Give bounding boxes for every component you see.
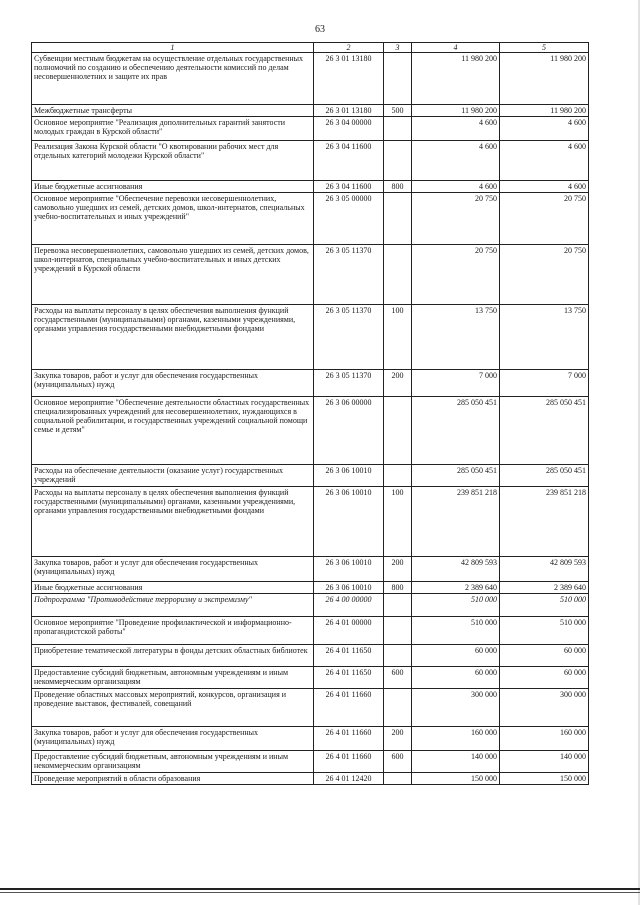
row-name: Проведение областных массовых мероприятий, конкурсов, организация и проведение выставок, фестивалей, совещаний (32, 689, 314, 727)
target-code: 26 4 00 00000 (314, 594, 384, 617)
amount-col4: 300 000 (412, 689, 500, 727)
expense-type (384, 193, 412, 245)
amount-col5: 11 980 200 (500, 53, 589, 105)
amount-col4: 2 389 640 (412, 582, 500, 594)
target-code: 26 3 06 10010 (314, 582, 384, 594)
amount-col4: 285 050 451 (412, 465, 500, 487)
amount-col4: 150 000 (412, 773, 500, 785)
expense-type (384, 117, 412, 141)
target-code: 26 3 05 11370 (314, 305, 384, 370)
table-row (32, 617, 589, 645)
amount-col5: 160 000 (500, 727, 589, 751)
target-code: 26 3 06 10010 (314, 465, 384, 487)
amount-col4: 4 600 (412, 141, 500, 181)
target-code: 26 4 01 11650 (314, 667, 384, 689)
expense-type (384, 617, 412, 645)
amount-col4: 4 600 (412, 181, 500, 193)
target-code: 26 4 01 11660 (314, 727, 384, 751)
row-name: Перевозка несовершеннолетних, самовольно ушедших из семей, детских домов, школ-интернатов, специальных учебно-воспитательных и иных детских учреждений в Курской области (32, 245, 314, 305)
amount-col5: 42 809 593 (500, 557, 589, 582)
table-row (32, 397, 589, 465)
row-name: Реализация Закона Курской области "О квотировании рабочих мест для отдельных категорий молодежи Курской области" (32, 141, 314, 181)
header-row (32, 43, 589, 53)
target-code: 26 3 06 10010 (314, 557, 384, 582)
row-name: Приобретение тематической литературы в фонды детских областных библиотек (32, 645, 314, 667)
table-row (32, 751, 589, 773)
amount-col5: 4 600 (500, 117, 589, 141)
row-name: Расходы на выплаты персоналу в целях обеспечения выполнения функций государственными (муниципальными) органами, казенными учреждениями, органами управления государственными внебюджетными фондами (32, 487, 314, 557)
row-name: Расходы на обеспечение деятельности (оказание услуг) государственных учреждений (32, 465, 314, 487)
target-code: 26 4 01 11660 (314, 689, 384, 727)
budget-table (31, 42, 589, 785)
amount-col5: 510 000 (500, 594, 589, 617)
row-name: Основное мероприятие "Проведение профилактической и информационно-пропагандистской работы" (32, 617, 314, 645)
amount-col5: 300 000 (500, 689, 589, 727)
row-name: Предоставление субсидий бюджетным, автономным учреждениям и иным некоммерческим организациям (32, 751, 314, 773)
expense-type (384, 465, 412, 487)
row-name: Субвенции местным бюджетам на осуществление отдельных государственных полномочий по созданию и обеспечению деятельности комиссий по делам несовершеннолетних и защите их прав (32, 53, 314, 105)
amount-col4: 13 750 (412, 305, 500, 370)
column-header-3: 3 (384, 43, 412, 53)
table-row (32, 181, 589, 193)
target-code: 26 3 01 13180 (314, 53, 384, 105)
expense-type: 600 (384, 667, 412, 689)
table-row (32, 487, 589, 557)
row-name: Предоставление субсидий бюджетным, автономным учреждениям и иным некоммерческим организациям (32, 667, 314, 689)
target-code: 26 3 06 00000 (314, 397, 384, 465)
expense-type (384, 245, 412, 305)
row-name: Закупка товаров, работ и услуг для обеспечения государственных (муниципальных) нужд (32, 370, 314, 397)
amount-col5: 4 600 (500, 141, 589, 181)
row-name: Закупка товаров, работ и услуг для обеспечения государственных (муниципальных) нужд (32, 557, 314, 582)
expense-type: 800 (384, 181, 412, 193)
amount-col5: 150 000 (500, 773, 589, 785)
amount-col5: 4 600 (500, 181, 589, 193)
table-row (32, 53, 589, 105)
table-row (32, 773, 589, 785)
target-code: 26 3 04 11600 (314, 141, 384, 181)
table-row (32, 465, 589, 487)
row-name: Основное мероприятие "Реализация дополнительных гарантий занятости молодых граждан в Курской области" (32, 117, 314, 141)
amount-col4: 20 750 (412, 245, 500, 305)
table-row (32, 193, 589, 245)
target-code: 26 4 01 12420 (314, 773, 384, 785)
table-row (32, 245, 589, 305)
amount-col4: 42 809 593 (412, 557, 500, 582)
row-name: Расходы на выплаты персоналу в целях обеспечения выполнения функций государственными (муниципальными) органами, казенными учреждениями, органами управления государственными внебюджетными фондами (32, 305, 314, 370)
table-row (32, 305, 589, 370)
amount-col5: 7 000 (500, 370, 589, 397)
row-name: Основное мероприятие "Обеспечение перевозки несовершеннолетних, самовольно ушедших из семей, детских домов, школ-интернатов, специальных учебно-воспитательных и иных учреждений" (32, 193, 314, 245)
table-row (32, 370, 589, 397)
amount-col4: 510 000 (412, 617, 500, 645)
amount-col4: 160 000 (412, 727, 500, 751)
amount-col5: 510 000 (500, 617, 589, 645)
row-name: Иные бюджетные ассигнования (32, 181, 314, 193)
expense-type: 500 (384, 105, 412, 117)
table-row (32, 645, 589, 667)
amount-col4: 11 980 200 (412, 105, 500, 117)
target-code: 26 3 01 13180 (314, 105, 384, 117)
amount-col5: 20 750 (500, 193, 589, 245)
expense-type (384, 141, 412, 181)
target-code: 26 3 04 00000 (314, 117, 384, 141)
table-row (32, 667, 589, 689)
target-code: 26 4 01 11660 (314, 751, 384, 773)
amount-col4: 239 851 218 (412, 487, 500, 557)
amount-col5: 2 389 640 (500, 582, 589, 594)
amount-col4: 60 000 (412, 667, 500, 689)
amount-col4: 20 750 (412, 193, 500, 245)
target-code: 26 3 05 11370 (314, 370, 384, 397)
table-row (32, 557, 589, 582)
row-name: Иные бюджетные ассигнования (32, 582, 314, 594)
target-code: 26 4 01 00000 (314, 617, 384, 645)
page-number: 63 (315, 24, 325, 35)
expense-type: 200 (384, 557, 412, 582)
expense-type: 800 (384, 582, 412, 594)
row-name: Основное мероприятие "Обеспечение деятельности областных государственных специализированных учреждений для несовершеннолетних, нуждающихся в социальной реабилитации, и государственных учреждений социальной помощи семье и детям" (32, 397, 314, 465)
amount-col4: 140 000 (412, 751, 500, 773)
table-row (32, 141, 589, 181)
amount-col5: 285 050 451 (500, 397, 589, 465)
amount-col4: 11 980 200 (412, 53, 500, 105)
expense-type (384, 53, 412, 105)
row-name: Проведение мероприятий в области образования (32, 773, 314, 785)
amount-col5: 239 851 218 (500, 487, 589, 557)
expense-type: 600 (384, 751, 412, 773)
amount-col4: 285 050 451 (412, 397, 500, 465)
amount-col5: 285 050 451 (500, 465, 589, 487)
table-row (32, 727, 589, 751)
amount-col4: 510 000 (412, 594, 500, 617)
row-name: Межбюджетные трансферты (32, 105, 314, 117)
row-name: Закупка товаров, работ и услуг для обеспечения государственных (муниципальных) нужд (32, 727, 314, 751)
amount-col5: 60 000 (500, 667, 589, 689)
table-row (32, 689, 589, 727)
expense-type: 100 (384, 305, 412, 370)
target-code: 26 3 05 11370 (314, 245, 384, 305)
bottom-rule-thin (0, 892, 640, 893)
expense-type (384, 689, 412, 727)
row-name: Подпрограмма "Противодействие терроризму и экстремизму" (32, 594, 314, 617)
table-row (32, 594, 589, 617)
bottom-rule (0, 888, 640, 890)
amount-col4: 60 000 (412, 645, 500, 667)
table-row (32, 117, 589, 141)
column-header-2: 2 (314, 43, 384, 53)
column-header-5: 5 (500, 43, 589, 53)
column-header-4: 4 (412, 43, 500, 53)
target-code: 26 3 06 10010 (314, 487, 384, 557)
amount-col5: 11 980 200 (500, 105, 589, 117)
amount-col5: 20 750 (500, 245, 589, 305)
table-row (32, 105, 589, 117)
expense-type: 100 (384, 487, 412, 557)
amount-col5: 140 000 (500, 751, 589, 773)
amount-col5: 60 000 (500, 645, 589, 667)
amount-col4: 7 000 (412, 370, 500, 397)
expense-type (384, 397, 412, 465)
amount-col4: 4 600 (412, 117, 500, 141)
target-code: 26 3 05 00000 (314, 193, 384, 245)
expense-type: 200 (384, 727, 412, 751)
table-row (32, 582, 589, 594)
expense-type (384, 594, 412, 617)
expense-type (384, 645, 412, 667)
target-code: 26 4 01 11650 (314, 645, 384, 667)
amount-col5: 13 750 (500, 305, 589, 370)
target-code: 26 3 04 11600 (314, 181, 384, 193)
column-header-1: 1 (32, 43, 314, 53)
expense-type: 200 (384, 370, 412, 397)
expense-type (384, 773, 412, 785)
